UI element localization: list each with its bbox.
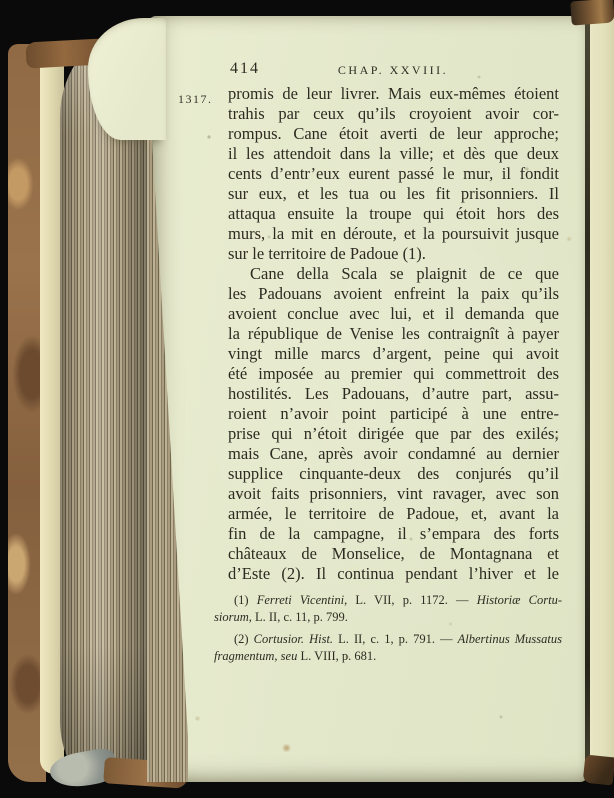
body-line: rompus. Cane étoit averti de leur approche; — [228, 124, 559, 143]
footnote-line: fragmentum, seu L. VIII, p. 681. — [214, 648, 377, 663]
body-line: Cane della Scala se plaignit de ce que — [250, 264, 559, 283]
body-line: châteaux de Monselice, de Montagnana et — [228, 544, 559, 563]
spine-debris-bottom-right — [583, 755, 614, 786]
body-line: sur eux, et les tua ou les fit prisonniers. Il — [228, 184, 559, 203]
facing-page-sliver — [590, 10, 614, 762]
body-line: avoit faits prisonniers, vint ravager, avec son — [228, 484, 559, 503]
body-line: vingt mille marcs d’argent, peine qui avoit — [228, 344, 559, 363]
book-page — [148, 16, 588, 782]
body-line: murs, la mit en déroute, et la poursuivit jusque — [228, 224, 559, 243]
running-head: CHAP. XXVIII. — [337, 63, 449, 77]
body-line: attaqua ensuite la troupe qui étoit hors des — [228, 204, 559, 223]
page-top-curl — [88, 18, 166, 140]
body-line: promis de leur livrer. Mais eux-mêmes étoient — [228, 84, 559, 103]
body-line: supplice cinquante-deux des conjurés qu’il — [228, 464, 559, 483]
body-line: d’Este (2). Il continua pendant l’hiver et le — [228, 564, 559, 583]
body-line: il les attendoit dans la ville; et dès que deux — [228, 144, 559, 163]
footnote — [214, 592, 562, 625]
page-header — [228, 60, 558, 80]
page-edge-stack — [60, 32, 148, 780]
body-line: fin de la campagne, il s’empara des forts — [228, 524, 559, 543]
margin-year-note: 1317. — [178, 92, 213, 106]
page-stain — [448, 622, 453, 626]
body-line: trahis par ceux qu’ils croyoient avoir cor- — [228, 104, 559, 123]
body-line: les Padouans avoient enfreint la paix qu’ils — [228, 284, 559, 303]
body-text — [228, 84, 559, 584]
body-line: la république de Venise les contraignît à payer — [228, 324, 559, 343]
body-line: prise qui n’étoit dirigée que par des exilés; — [228, 424, 559, 443]
body-line: roient n’avoir point participé à une entre- — [228, 404, 559, 423]
page-stain — [281, 744, 292, 752]
footnote-line: (2) Cortusior. Hist. L. II, c. 1, p. 791. — Albertinus Mussatus — [234, 632, 563, 646]
footnote-line: siorum, L. II, c. 11, p. 799. — [214, 609, 348, 624]
page-stain — [566, 236, 572, 242]
footnotes — [214, 592, 562, 664]
page-number: 414 — [230, 60, 260, 77]
body-line: été imposée au premier qui commettroit des — [228, 364, 559, 383]
spine-debris-top-right — [570, 0, 614, 25]
body-line: mais Cane, après avoir condamné au dernier — [228, 444, 559, 463]
footnote — [214, 631, 562, 664]
body-line: cents d’entr’eux eurent passé le mur, il fondit — [228, 164, 559, 183]
body-line: sur le territoire de Padoue (1). — [228, 244, 426, 263]
body-line: armée, le territoire de Padoue, et, avant la — [228, 504, 559, 523]
page-stain — [194, 716, 201, 721]
footnote-line: (1) Ferreti Vicentini, L. VII, p. 1172. — Historiæ Cortu- — [234, 593, 562, 607]
body-line: avoient conclue avec lui, et il demanda que — [228, 304, 559, 323]
body-line: hostilités. Les Padouans, d’autre part, assu- — [228, 384, 559, 403]
